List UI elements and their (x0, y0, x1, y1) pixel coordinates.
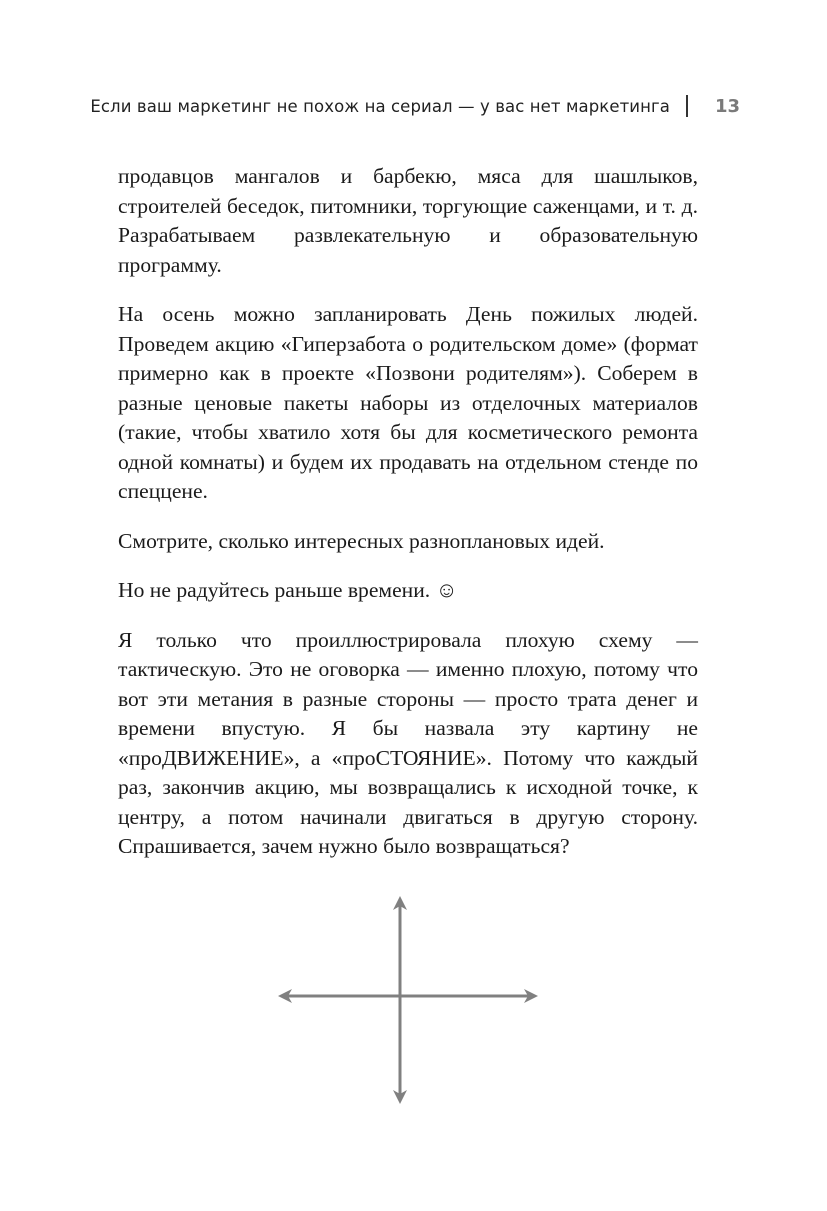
four-direction-arrows-icon (277, 894, 539, 1106)
paragraph-1: продавцов мангалов и барбекю, мяса для шашлыков, строителей беседок, питомники, торгующие саженцами, и т. д. Разрабатываем развлекательную и образовательную программу. (118, 164, 698, 277)
running-head-title: Если ваш маркетинг не похож на сериал — у вас нет маркетинга (90, 97, 670, 116)
paragraph-3: Смотрите, сколько интересных разноплановых идей. (118, 528, 605, 553)
page-number: 13 (714, 96, 740, 117)
header-separator (686, 95, 688, 117)
body-text (118, 162, 698, 882)
running-header (90, 95, 740, 121)
paragraph-4: Но не радуйтесь раньше времени. ☺ (118, 578, 458, 602)
paragraph-5: Я только что проиллюстрировала плохую схему — тактическую. Это не оговорка — именно плохую, потому что вот эти метания в разные стороны — просто трата денег и времени впустую. Я бы назвала эту картину не «проДВИЖЕНИЕ», а «проСТОЯНИЕ». Потому что каждый раз, закончив акцию, мы возвращались к исходной точке, к центру, а потом начинали двигаться в другую сторону. Спрашивается, зачем нужно было возвращаться? (118, 627, 698, 858)
paragraph-2: На осень можно запланировать День пожилых людей. Проведем акцию «Гиперзабота о родительском доме» (формат примерно как в проекте «Позвони родителям»). Соберем в разные ценовые пакеты наборы из отделочных материалов (такие, чтобы хватило хотя бы для косметического ремонта одной комнаты) и будем их продавать на отдельном стенде по спеццене. (118, 302, 698, 503)
